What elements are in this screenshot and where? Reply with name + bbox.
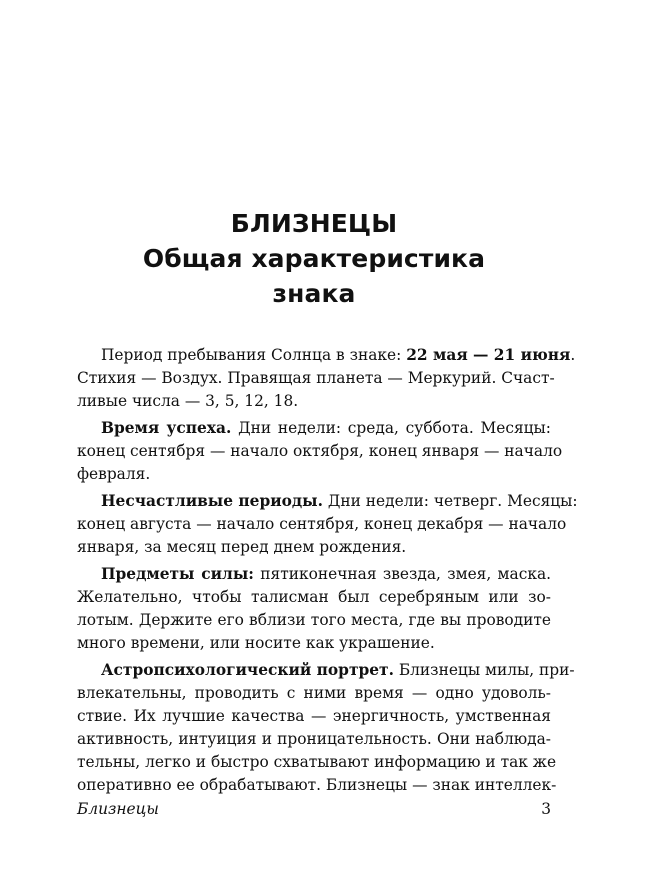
text-segment: февраля.	[77, 465, 151, 483]
chapter-title	[77, 206, 551, 311]
text-line	[77, 513, 567, 536]
text-line	[77, 563, 551, 586]
text-line	[77, 390, 551, 413]
paragraph-power-objects	[77, 563, 551, 655]
text-line	[77, 440, 563, 463]
text-segment: ствие. Их лучшие качества — энергичность, умственная	[77, 707, 551, 725]
paragraph-portrait	[77, 659, 575, 797]
paragraph-period	[77, 344, 576, 413]
text-segment: лотым. Держите его вблизи того места, где вы проводите	[77, 611, 551, 629]
paragraph-heading: Астропсихологический портрет.	[101, 661, 394, 679]
text-segment: Дни недели: четверг. Месяцы:	[322, 492, 578, 510]
text-segment: Период пребывания Солнца в знаке:	[101, 346, 407, 364]
text-line	[77, 536, 551, 559]
text-segment: Желательно, чтобы талисман был серебряным или зо-	[77, 588, 551, 606]
paragraph-heading: Несчастливые периоды.	[101, 492, 323, 510]
text-line	[77, 632, 551, 655]
paragraph-heading: Время успеха.	[101, 419, 232, 437]
text-segment: Близнецы милы, при-	[393, 661, 575, 679]
text-segment: активность, интуиция и проницательность. Они наблюда-	[77, 730, 551, 748]
text-segment: Стихия — Воздух. Правящая планета — Меркурий. Счаст-	[77, 369, 555, 387]
text-line	[77, 463, 551, 486]
text-line	[77, 417, 551, 440]
page-number: 3	[541, 800, 551, 818]
text-segment: конец сентября — начало октября, конец января — начало	[77, 442, 563, 460]
title-line-1: БЛИЗНЕЦЫ	[230, 209, 398, 238]
paragraph-unlucky-periods	[77, 490, 578, 559]
text-segment: Дни недели: среда, суббота. Месяцы:	[231, 419, 551, 437]
text-line	[77, 751, 557, 774]
text-line	[77, 609, 551, 632]
text-segment: января, за месяц перед днем рождения.	[77, 538, 407, 556]
text-line	[77, 586, 551, 609]
text-line	[77, 659, 575, 682]
text-segment: конец августа — начало сентября, конец декабря — начало	[77, 515, 567, 533]
text-segment: много времени, или носите как украшение.	[77, 634, 435, 652]
date-range: 22 мая — 21 июня	[406, 346, 571, 364]
paragraph-heading: Предметы силы:	[101, 565, 254, 583]
text-segment: оперативно ее обрабатывают. Близнецы — знак интеллек-	[77, 776, 557, 794]
text-segment: пятиконечная звезда, змея, маска.	[253, 565, 552, 583]
text-segment: тельны, легко и быстро схватывают информацию и так же	[77, 753, 557, 771]
text-line	[77, 344, 576, 367]
running-head: Близнецы	[77, 800, 159, 818]
text-segment: влекательны, проводить с ними время — одно удоволь-	[77, 684, 551, 702]
text-line	[77, 728, 551, 751]
text-segment: ливые числа — 3, 5, 12, 18.	[77, 392, 299, 410]
text-line	[77, 705, 551, 728]
text-line	[77, 367, 555, 390]
text-line	[77, 774, 557, 797]
text-line	[77, 490, 578, 513]
title-line-3: знака	[272, 279, 356, 308]
title-line-2: Общая характеристика	[142, 244, 486, 273]
paragraph-success-time	[77, 417, 563, 486]
page-footer	[77, 797, 551, 821]
body-text	[77, 344, 578, 801]
text-line	[77, 682, 551, 705]
text-segment: .	[570, 346, 576, 364]
